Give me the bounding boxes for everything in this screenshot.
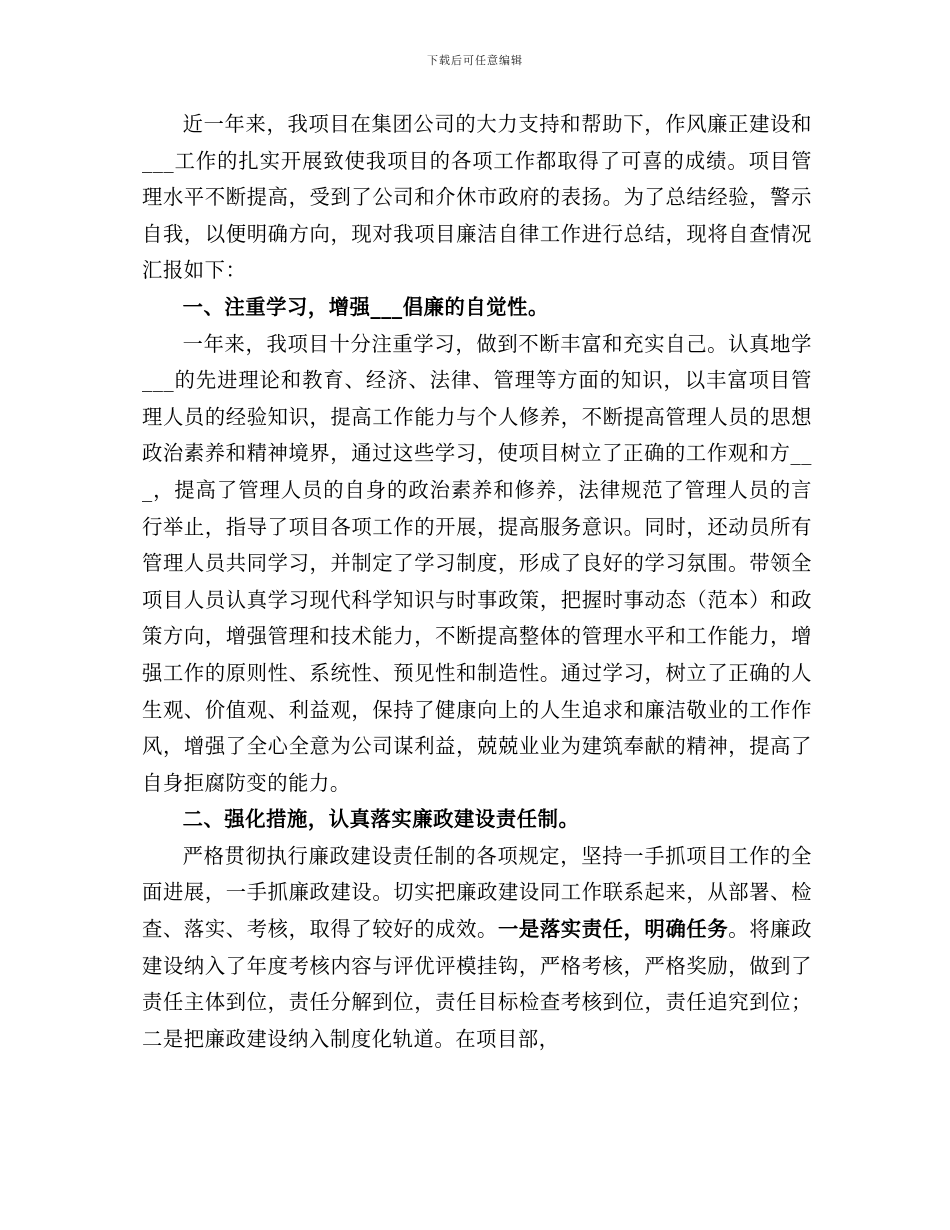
page-header: 下载后可任意编辑	[427, 54, 523, 67]
intro-paragraph: 近一年来，我项目在集团公司的大力支持和帮助下，作风廉正建设和___工作的扎实开展致使我项目的各项工作都取得了可喜的成绩。项目管理水平不断提高，受到了公司和介休市政府的表扬。为了总结经验，警示自我，以便明确方向，现对我项目廉洁自律工作进行总结，现将自查情况汇报如下：	[142, 112, 812, 283]
section-2-text-b: 。将廉政建设纳入了年度考核内容与评优评模挂钩，严格考核，严格奖励，做到了责任主体到位，责任分解到位，责任目标检查考核到位，责任追究到位；二是把廉政建设纳入制度化轨道。在项目部，	[142, 917, 812, 1051]
section-heading-1: 一、注重学习，增强___倡廉的自觉性。	[182, 294, 549, 319]
document-body	[142, 106, 812, 1057]
section-2-text-a: 严格贯彻执行廉政建设责任制的各项规定，坚持一手抓项目工作的全面进展，一手抓廉政建设。切实把廉政建设同工作联系起来，从部署、检查、落实、考核，取得了较好的成效。	[142, 843, 812, 942]
section-heading-2: 二、强化措施，认真落实廉政建设责任制。	[182, 807, 580, 832]
section-2-paragraph	[142, 838, 812, 1058]
section-2-emphasis: 一是落实责任，明确任务	[497, 917, 729, 942]
section-1-paragraph: 一年来，我项目十分注重学习，做到不断丰富和充实自己。认真地学___的先进理论和教育、经济、法律、管理等方面的知识，以丰富项目管理人员的经验知识，提高工作能力与个人修养，不断提高管理人员的思想政治素养和精神境界，通过这些学习，使项目树立了正确的工作观和方___，提高了管理人员的自身的政治素养和修养，法律规范了管理人员的言行举止，指导了项目各项工作的开展，提高服务意识。同时，还动员所有管理人员共同学习，并制定了学习制度，形成了良好的学习氛围。带领全项目人员认真学习现代科学知识与时事政策，把握时事动态（范本）和政策方向，增强管理和技术能力，不断提高整体的管理水平和工作能力，增强工作的原则性、系统性、预见性和制造性。通过学习，树立了正确的人生观、价值观、利益观，保持了健康向上的人生追求和廉洁敬业的工作作风，增强了全心全意为公司谋利益，兢兢业业为建筑奉献的精神，提高了自身拒腐防变的能力。	[142, 331, 812, 795]
